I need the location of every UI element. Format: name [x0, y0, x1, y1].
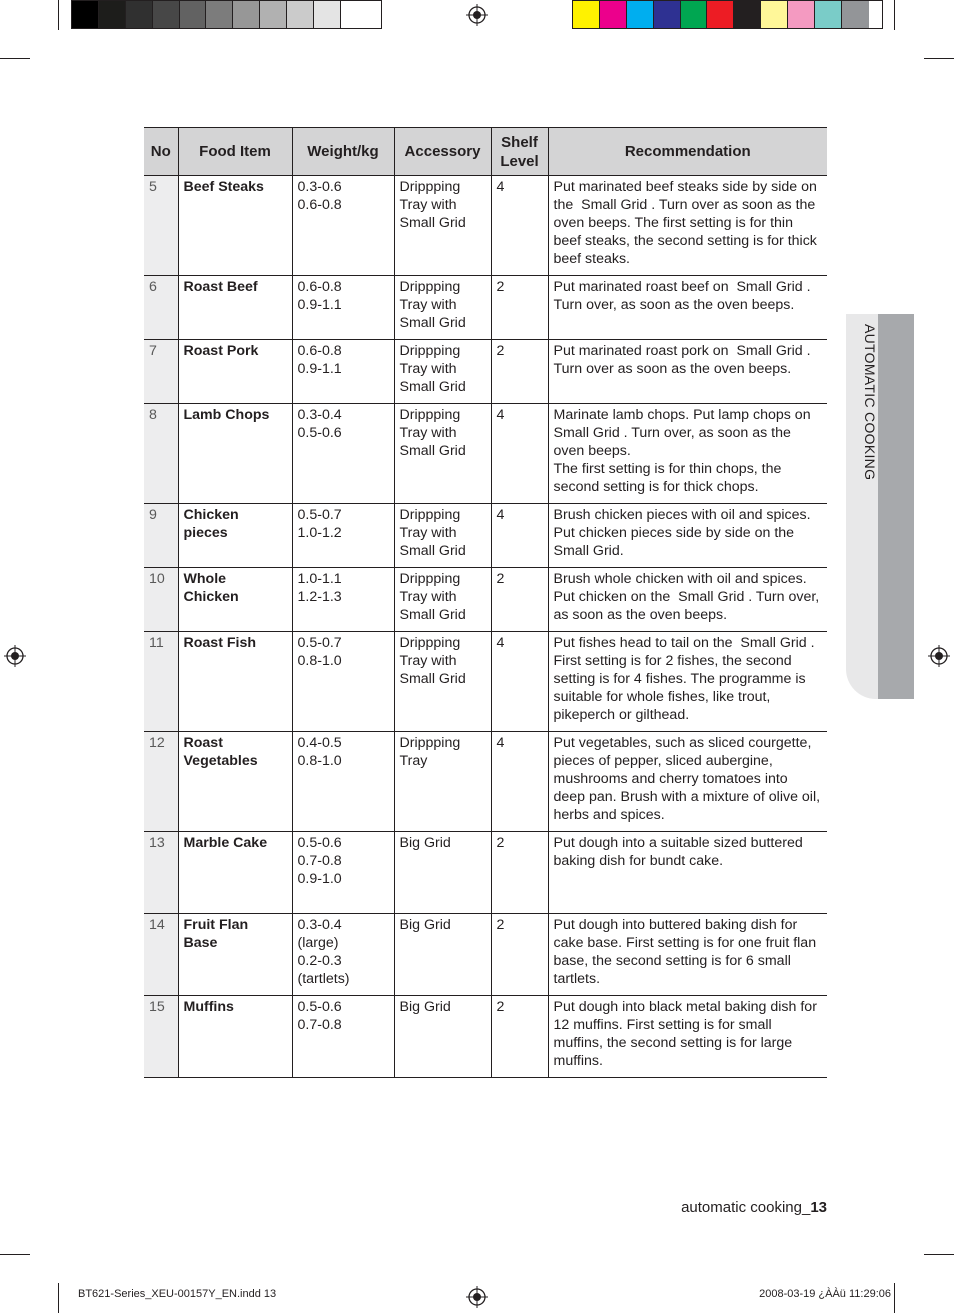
- row-number: 11: [144, 632, 178, 732]
- recommendation-text: Put dough into a suitable sized buttered baking dish for bundt cake.: [548, 832, 827, 914]
- side-tab-label: AUTOMATIC COOKING: [862, 324, 878, 481]
- shelf-level: 2: [491, 340, 548, 404]
- crop-mark: [894, 0, 895, 30]
- row-number: 12: [144, 732, 178, 832]
- page-footer: [681, 1199, 827, 1216]
- shelf-level: 4: [491, 404, 548, 504]
- color-swatch: [99, 1, 126, 28]
- crop-mark: [58, 0, 59, 30]
- registration-mark-icon: [928, 645, 950, 667]
- color-swatch: [681, 1, 708, 28]
- row-number: 14: [144, 914, 178, 996]
- color-swatch: [600, 1, 627, 28]
- shelf-level: 2: [491, 832, 548, 914]
- table-row: [144, 340, 827, 404]
- table-row: [144, 276, 827, 340]
- weight-value: 0.3-0.6 0.6-0.8: [292, 176, 394, 276]
- weight-value: 0.6-0.8 0.9-1.1: [292, 276, 394, 340]
- food-item: Beef Steaks: [178, 176, 292, 276]
- accessory-value: Big Grid: [394, 914, 491, 996]
- shelf-level: 4: [491, 732, 548, 832]
- color-swatch: [260, 1, 287, 28]
- shelf-level: 4: [491, 632, 548, 732]
- color-swatch: [654, 1, 681, 28]
- color-swatch: [341, 1, 368, 28]
- weight-value: 0.5-0.7 1.0-1.2: [292, 504, 394, 568]
- weight-value: 0.3-0.4 (large) 0.2-0.3 (tartlets): [292, 914, 394, 996]
- table-row: [144, 914, 827, 996]
- color-swatch: [314, 1, 341, 28]
- color-swatch: [233, 1, 260, 28]
- table-row: [144, 176, 827, 276]
- weight-value: 1.0-1.1 1.2-1.3: [292, 568, 394, 632]
- grayscale-color-bar: [71, 0, 382, 29]
- row-number: 7: [144, 340, 178, 404]
- table-row: [144, 832, 827, 914]
- color-swatch: [627, 1, 654, 28]
- shelf-level: 2: [491, 996, 548, 1078]
- footer-section: automatic cooking_: [681, 1199, 811, 1216]
- recommendation-text: Put dough into black metal baking dish for 12 muffins. First setting is for small muffins, the second setting is for large muffins.: [548, 996, 827, 1078]
- recommendation-text: Put dough into buttered baking dish for cake base. First setting is for one fruit flan base, the second setting is for 6 small tartlets.: [548, 914, 827, 996]
- row-number: 8: [144, 404, 178, 504]
- accessory-value: Drippping Tray with Small Grid: [394, 568, 491, 632]
- recommendation-text: Put marinated roast pork on Small Grid . Turn over as soon as the oven beeps.: [548, 340, 827, 404]
- accessory-value: Drippping Tray with Small Grid: [394, 276, 491, 340]
- row-number: 13: [144, 832, 178, 914]
- food-item: Muffins: [178, 996, 292, 1078]
- process-color-bar: [572, 0, 883, 29]
- recommendation-text: Put fishes head to tail on the Small Grid . First setting is for 2 fishes, the second setting is for 4 fishes. The programme is suitable for whole fishes, like trout, pikeperch or gilthead.: [548, 632, 827, 732]
- food-item: Roast Pork: [178, 340, 292, 404]
- recommendation-text: Put marinated roast beef on Small Grid . Turn over, as soon as the oven beeps.: [548, 276, 827, 340]
- food-item: Fruit Flan Base: [178, 914, 292, 996]
- cooking-table: [144, 127, 827, 1078]
- food-item: Roast Beef: [178, 276, 292, 340]
- recommendation-text: Put marinated beef steaks side by side on the Small Grid . Turn over as soon as the oven beeps. The first setting is for thin beef steaks, the second setting is for thick beef steaks.: [548, 176, 827, 276]
- weight-value: 0.5-0.6 0.7-0.8 0.9-1.0: [292, 832, 394, 914]
- accessory-value: Big Grid: [394, 996, 491, 1078]
- row-number: 10: [144, 568, 178, 632]
- header-weight: Weight/kg: [292, 128, 394, 176]
- registration-mark-icon: [466, 1286, 488, 1308]
- color-swatch: [734, 1, 761, 28]
- accessory-value: Drippping Tray with Small Grid: [394, 404, 491, 504]
- row-number: 15: [144, 996, 178, 1078]
- accessory-value: Drippping Tray with Small Grid: [394, 632, 491, 732]
- crop-mark: [924, 1254, 954, 1255]
- accessory-value: Drippping Tray with Small Grid: [394, 176, 491, 276]
- recommendation-text: Put vegetables, such as sliced courgette, pieces of pepper, sliced aubergine, mushrooms and cherry tomatoes into deep pan. Brush with a mixture of olive oil, herbs and spices.: [548, 732, 827, 832]
- row-number: 5: [144, 176, 178, 276]
- food-item: Lamb Chops: [178, 404, 292, 504]
- color-swatch: [761, 1, 788, 28]
- weight-value: 0.5-0.6 0.7-0.8: [292, 996, 394, 1078]
- header-no: No: [144, 128, 178, 176]
- accessory-value: Drippping Tray with Small Grid: [394, 340, 491, 404]
- row-number: 9: [144, 504, 178, 568]
- weight-value: 0.6-0.8 0.9-1.1: [292, 340, 394, 404]
- shelf-level: 2: [491, 914, 548, 996]
- food-item: Marble Cake: [178, 832, 292, 914]
- table-row: [144, 404, 827, 504]
- shelf-level: 2: [491, 568, 548, 632]
- accessory-value: Drippping Tray with Small Grid: [394, 504, 491, 568]
- color-swatch: [126, 1, 153, 28]
- registration-mark-icon: [466, 4, 488, 26]
- slug-date: 2008-03-19 ¿ÀÀü 11:29:06: [759, 1288, 891, 1300]
- weight-value: 0.5-0.7 0.8-1.0: [292, 632, 394, 732]
- page-number: 13: [810, 1199, 827, 1216]
- crop-mark: [894, 1283, 895, 1313]
- color-swatch: [72, 1, 99, 28]
- recommendation-text: Marinate lamb chops. Put lamp chops on Small Grid . Turn over, as soon as the oven beeps. The first setting is for thin chops, the second setting is for thick chops.: [548, 404, 827, 504]
- row-number: 6: [144, 276, 178, 340]
- table-row: [144, 568, 827, 632]
- color-swatch: [815, 1, 842, 28]
- recommendation-text: Brush chicken pieces with oil and spices. Put chicken pieces side by side on the Small Grid.: [548, 504, 827, 568]
- table-row: [144, 632, 827, 732]
- color-swatch: [707, 1, 734, 28]
- table-header-row: [144, 128, 827, 176]
- weight-value: 0.3-0.4 0.5-0.6: [292, 404, 394, 504]
- header-accessory: Accessory: [394, 128, 491, 176]
- slug-filename: BT621-Series_XEU-00157Y_EN.indd 13: [78, 1288, 277, 1300]
- accessory-value: Drippping Tray: [394, 732, 491, 832]
- color-swatch: [206, 1, 233, 28]
- shelf-level: 4: [491, 504, 548, 568]
- crop-mark: [924, 58, 954, 59]
- color-swatch: [287, 1, 314, 28]
- header-food-item: Food Item: [178, 128, 292, 176]
- table-row: [144, 996, 827, 1078]
- food-item: Whole Chicken: [178, 568, 292, 632]
- side-tab-dark: [878, 314, 914, 699]
- color-swatch: [573, 1, 600, 28]
- shelf-level: 4: [491, 176, 548, 276]
- crop-mark: [58, 1283, 59, 1313]
- shelf-level: 2: [491, 276, 548, 340]
- color-swatch: [153, 1, 180, 28]
- registration-mark-icon: [4, 645, 26, 667]
- color-swatch: [180, 1, 207, 28]
- table-row: [144, 504, 827, 568]
- recommendation-text: Brush whole chicken with oil and spices. Put chicken on the Small Grid . Turn over, as soon as the oven beeps.: [548, 568, 827, 632]
- accessory-value: Big Grid: [394, 832, 491, 914]
- food-item: Roast Fish: [178, 632, 292, 732]
- crop-mark: [0, 58, 30, 59]
- weight-value: 0.4-0.5 0.8-1.0: [292, 732, 394, 832]
- table-row: [144, 732, 827, 832]
- food-item: Roast Vegetables: [178, 732, 292, 832]
- header-shelf-level: Shelf Level: [491, 128, 548, 176]
- header-recommendation: Recommendation: [548, 128, 827, 176]
- crop-mark: [0, 1254, 30, 1255]
- food-item: Chicken pieces: [178, 504, 292, 568]
- color-swatch: [842, 1, 869, 28]
- color-swatch: [788, 1, 815, 28]
- section-side-tab: [846, 314, 914, 699]
